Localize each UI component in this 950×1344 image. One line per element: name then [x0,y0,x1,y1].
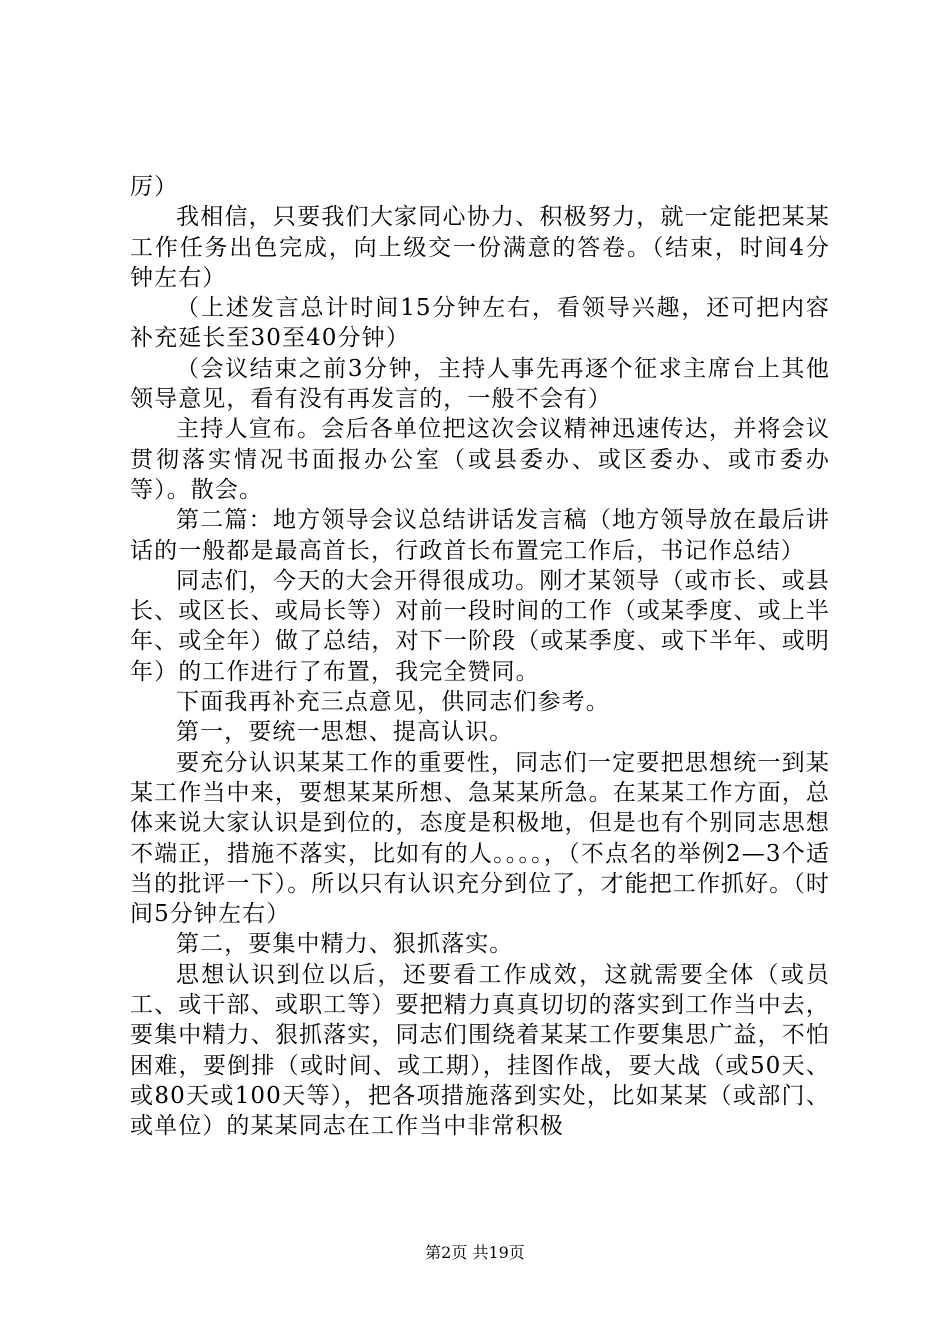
section-heading-paragraph: 第二篇：地方领导会议总结讲话发言稿（地方领导放在最后讲话的一般都是最高首长，行政首长布置完工作后，书记作总结） [130,507,830,564]
paragraph: 同志们，今天的大会开得很成功。刚才某领导（或市长、或县长、或区长、或局长等）对前一段时间的工作（或某季度、或上半年、或全年）做了总结，对下一阶段（或某季度、或下半年、或明年）的工作进行了布置，我完全赞同。 [130,567,830,685]
paragraph: 厉） [130,174,179,200]
point-heading: 第二，要集中精力、狠抓落实。 [176,931,514,958]
paragraph: （上述发言总计时间15分钟左右，看领导兴趣，还可把内容补充延长至30至40分钟） [130,295,830,352]
paragraph: 主持人宣布。会后各单位把这次会议精神迅速传达，并将会议贯彻落实情况书面报办公室（或县委办、或区委办、或市委办等）。散会。 [130,416,830,503]
document-body [130,172,830,1142]
point-heading: 第一，要统一思想、提高认识。 [176,719,514,746]
page-number-footer: 第2页 共19页 [425,1243,525,1262]
paragraph: 要充分认识某某工作的重要性，同志们一定要把思想统一到某某工作当中来，要想某某所想、急某某所急。在某某工作方面，总体来说大家认识是到位的，态度是积极地，但是也有个别同志思想不端正，措施不落实，比如有的人。。。。，（不点名的举例2—3个适当的批评一下）。所以只有认识充分到位了，才能把工作抓好。（时间5分钟左右） [130,749,830,928]
paragraph: 下面我再补充三点意见，供同志们参考。 [176,689,610,716]
paragraph: （会议结束之前3分钟，主持人事先再逐个征求主席台上其他领导意见，看有没有再发言的，一般不会有） [130,355,830,413]
paragraph: 思想认识到位以后，还要看工作成效，这就需要全体（或员工、或干部、或职工等）要把精力真真切切的落实到工作当中去，要集中精力、狠抓落实，同志们围绕着某某工作要集思广益，不怕困难，要倒排（或时间、或工期），挂图作战，要大战（或50天、或80天或100天等），把各项措施落到实处，比如某某（或部门、或单位）的某某同志在工作当中非常积极 [130,961,830,1140]
paragraph: 我相信，只要我们大家同心协力、积极努力，就一定能把某某工作任务出色完成，向上级交一份满意的答卷。（结束，时间4分钟左右） [130,204,830,291]
